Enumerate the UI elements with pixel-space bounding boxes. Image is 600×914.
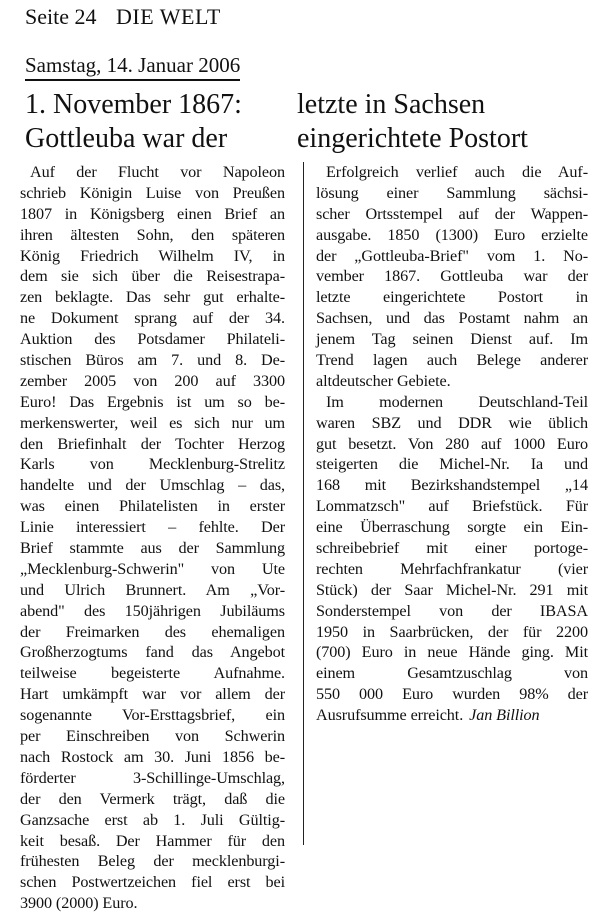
publication-date: Samstag, 14. Januar 2006 — [25, 52, 240, 81]
article-line: teilweise begeisterte Aufnahme. — [20, 664, 285, 683]
article-line: schreibebrief mit einer portoge- — [316, 539, 588, 558]
article-line: 1950 in Saarbrücken, der für 2200 — [316, 622, 588, 641]
article-line: förderter 3-Schillinge-Umschlag, — [20, 768, 285, 787]
article-line: Euro! Das Ergebnis ist um so be- — [20, 392, 285, 411]
column-divider — [303, 162, 304, 845]
article-line: der den Vermerk trägt, daß die — [20, 789, 285, 808]
headline-right — [297, 88, 528, 156]
article-line: Sonderstempel von der IBASA — [316, 601, 588, 620]
article-line: zen beklagte. Das sehr gut erhalte- — [20, 288, 285, 307]
article-line: 3900 (2000) Euro. — [20, 894, 138, 913]
newspaper-name: DIE WELT — [116, 4, 221, 29]
article-line: eine Überraschung sorgte ein Ein- — [316, 518, 588, 537]
article-line: scher Ortsstempel auf der Wappen- — [316, 204, 588, 223]
author-byline: Jan Billion — [469, 706, 540, 725]
article-line: Brief stammte aus der Sammlung — [20, 539, 285, 558]
headline-left — [25, 88, 242, 156]
article-line: stischen Büros am 7. und 8. De- — [20, 351, 285, 370]
article-line — [316, 705, 588, 726]
article-column-right — [316, 162, 588, 726]
article-line: Ganzsache erst ab 1. Juli Gültig- — [20, 810, 285, 829]
headline-line: Gottleuba war der — [25, 123, 228, 154]
article-line: dem sie sich über die Reisestrapa- — [20, 267, 285, 286]
article-line: keit besaß. Der Hammer für den — [20, 831, 285, 850]
article-line: Lommatzsch" auf Briefstück. Für — [316, 497, 588, 516]
article-line: König Friedrich Wilhelm IV, in — [20, 246, 285, 265]
article-line: 168 mit Bezirkshandstempel „14 — [316, 476, 588, 495]
article-line: steigerten die Michel-Nr. Ia und — [316, 455, 588, 474]
article-line: was einen Philatelisten in erster — [20, 497, 285, 516]
article-line: sogenannte Vor-Ersttagsbrief, ein — [20, 706, 285, 725]
article-line: merkenswerter, weil es sich nur um — [20, 413, 285, 432]
article-line: Trend lagen auch Belege anderer — [316, 351, 588, 370]
article-line: Großherzogtums fand das Angebot — [20, 643, 285, 662]
article-line: Erfolgreich verlief auch die Auf- — [326, 163, 588, 181]
article-line: Im modernen Deutschland-Teil — [326, 392, 588, 411]
article-line: (700) Euro in neue Hände ging. Mit — [316, 643, 588, 662]
article-line: 1807 in Königsberg einen Brief an — [20, 204, 285, 223]
article-line: ausgabe. 1850 (1300) Euro erzielte — [316, 225, 588, 244]
article-line: der Freimarken des ehemaligen — [20, 622, 285, 641]
article-line: Linie interessiert – fehlte. Der — [20, 518, 285, 537]
page-number: Seite 24 — [25, 4, 97, 29]
article-line: schen Postwertzeichen fiel erst bei — [20, 873, 285, 892]
article-line: ihren ältesten Sohn, den späteren — [20, 225, 285, 244]
article-line: Auktion des Potsdamer Philateli- — [20, 330, 285, 349]
article-line: Sachsen, und das Postamt nahm an — [316, 309, 588, 328]
headline-line: 1. November 1867: — [25, 89, 242, 120]
article-line: abend" des 150jährigen Jubiläums — [20, 601, 285, 620]
article-line: frühesten Beleg der mecklenburgi- — [20, 852, 285, 871]
article-line: und Ulrich Brunnert. Am „Vor- — [20, 580, 285, 599]
article-line: schrieb Königin Luise von Preußen — [20, 183, 285, 202]
article-line: lösung einer Sammlung sächsi- — [316, 183, 588, 202]
article-line: Karls von Mecklenburg-Strelitz — [20, 455, 285, 474]
article-line: einem Gesamtzuschlag von — [316, 664, 588, 683]
article-line: letzte eingerichtete Postort in — [316, 288, 588, 307]
article-line: zember 2005 von 200 auf 3300 — [20, 371, 285, 390]
article-line: per Einschreiben von Schwerin — [20, 727, 285, 746]
article-line: waren SBZ und DDR wie üblich — [316, 413, 588, 432]
article-line: handelte und der Umschlag – das, — [20, 476, 285, 495]
masthead — [25, 4, 221, 30]
article-line: Stück) der Saar Michel-Nr. 291 mit — [316, 580, 588, 599]
article-line: „Mecklenburg-Schwerin" von Ute — [20, 559, 285, 578]
article-line: altdeutscher Gebiete. — [316, 371, 451, 390]
article-column-left — [20, 162, 285, 914]
article-line: Auf der Flucht vor Napoleon — [30, 163, 285, 181]
article-line: ne Dokument sprang auf der 34. — [20, 309, 285, 328]
article-line: den Briefinhalt der Tochter Herzog — [20, 434, 285, 453]
article-line: gut besetzt. Von 280 auf 1000 Euro — [316, 434, 588, 453]
headline-line: letzte in Sachsen — [297, 89, 486, 120]
article-line: nach Rostock am 30. Juni 1856 be- — [20, 747, 285, 766]
article-line: der „Gottleuba-Brief" vom 1. No- — [316, 246, 588, 265]
article-line: 550 000 Euro wurden 98% der — [316, 685, 588, 704]
article-line: vember 1867. Gottleuba war der — [316, 267, 588, 286]
article-line: Hart umkämpft war vor allem der — [20, 685, 285, 704]
article-line-text: Ausrufsumme erreicht. — [316, 706, 464, 725]
headline-line: eingerichtete Postort — [297, 123, 528, 154]
article-line: rechten Mehrfachfrankatur (vier — [316, 559, 588, 578]
article-line: jenem Tag seinen Dienst auf. Im — [316, 330, 588, 349]
